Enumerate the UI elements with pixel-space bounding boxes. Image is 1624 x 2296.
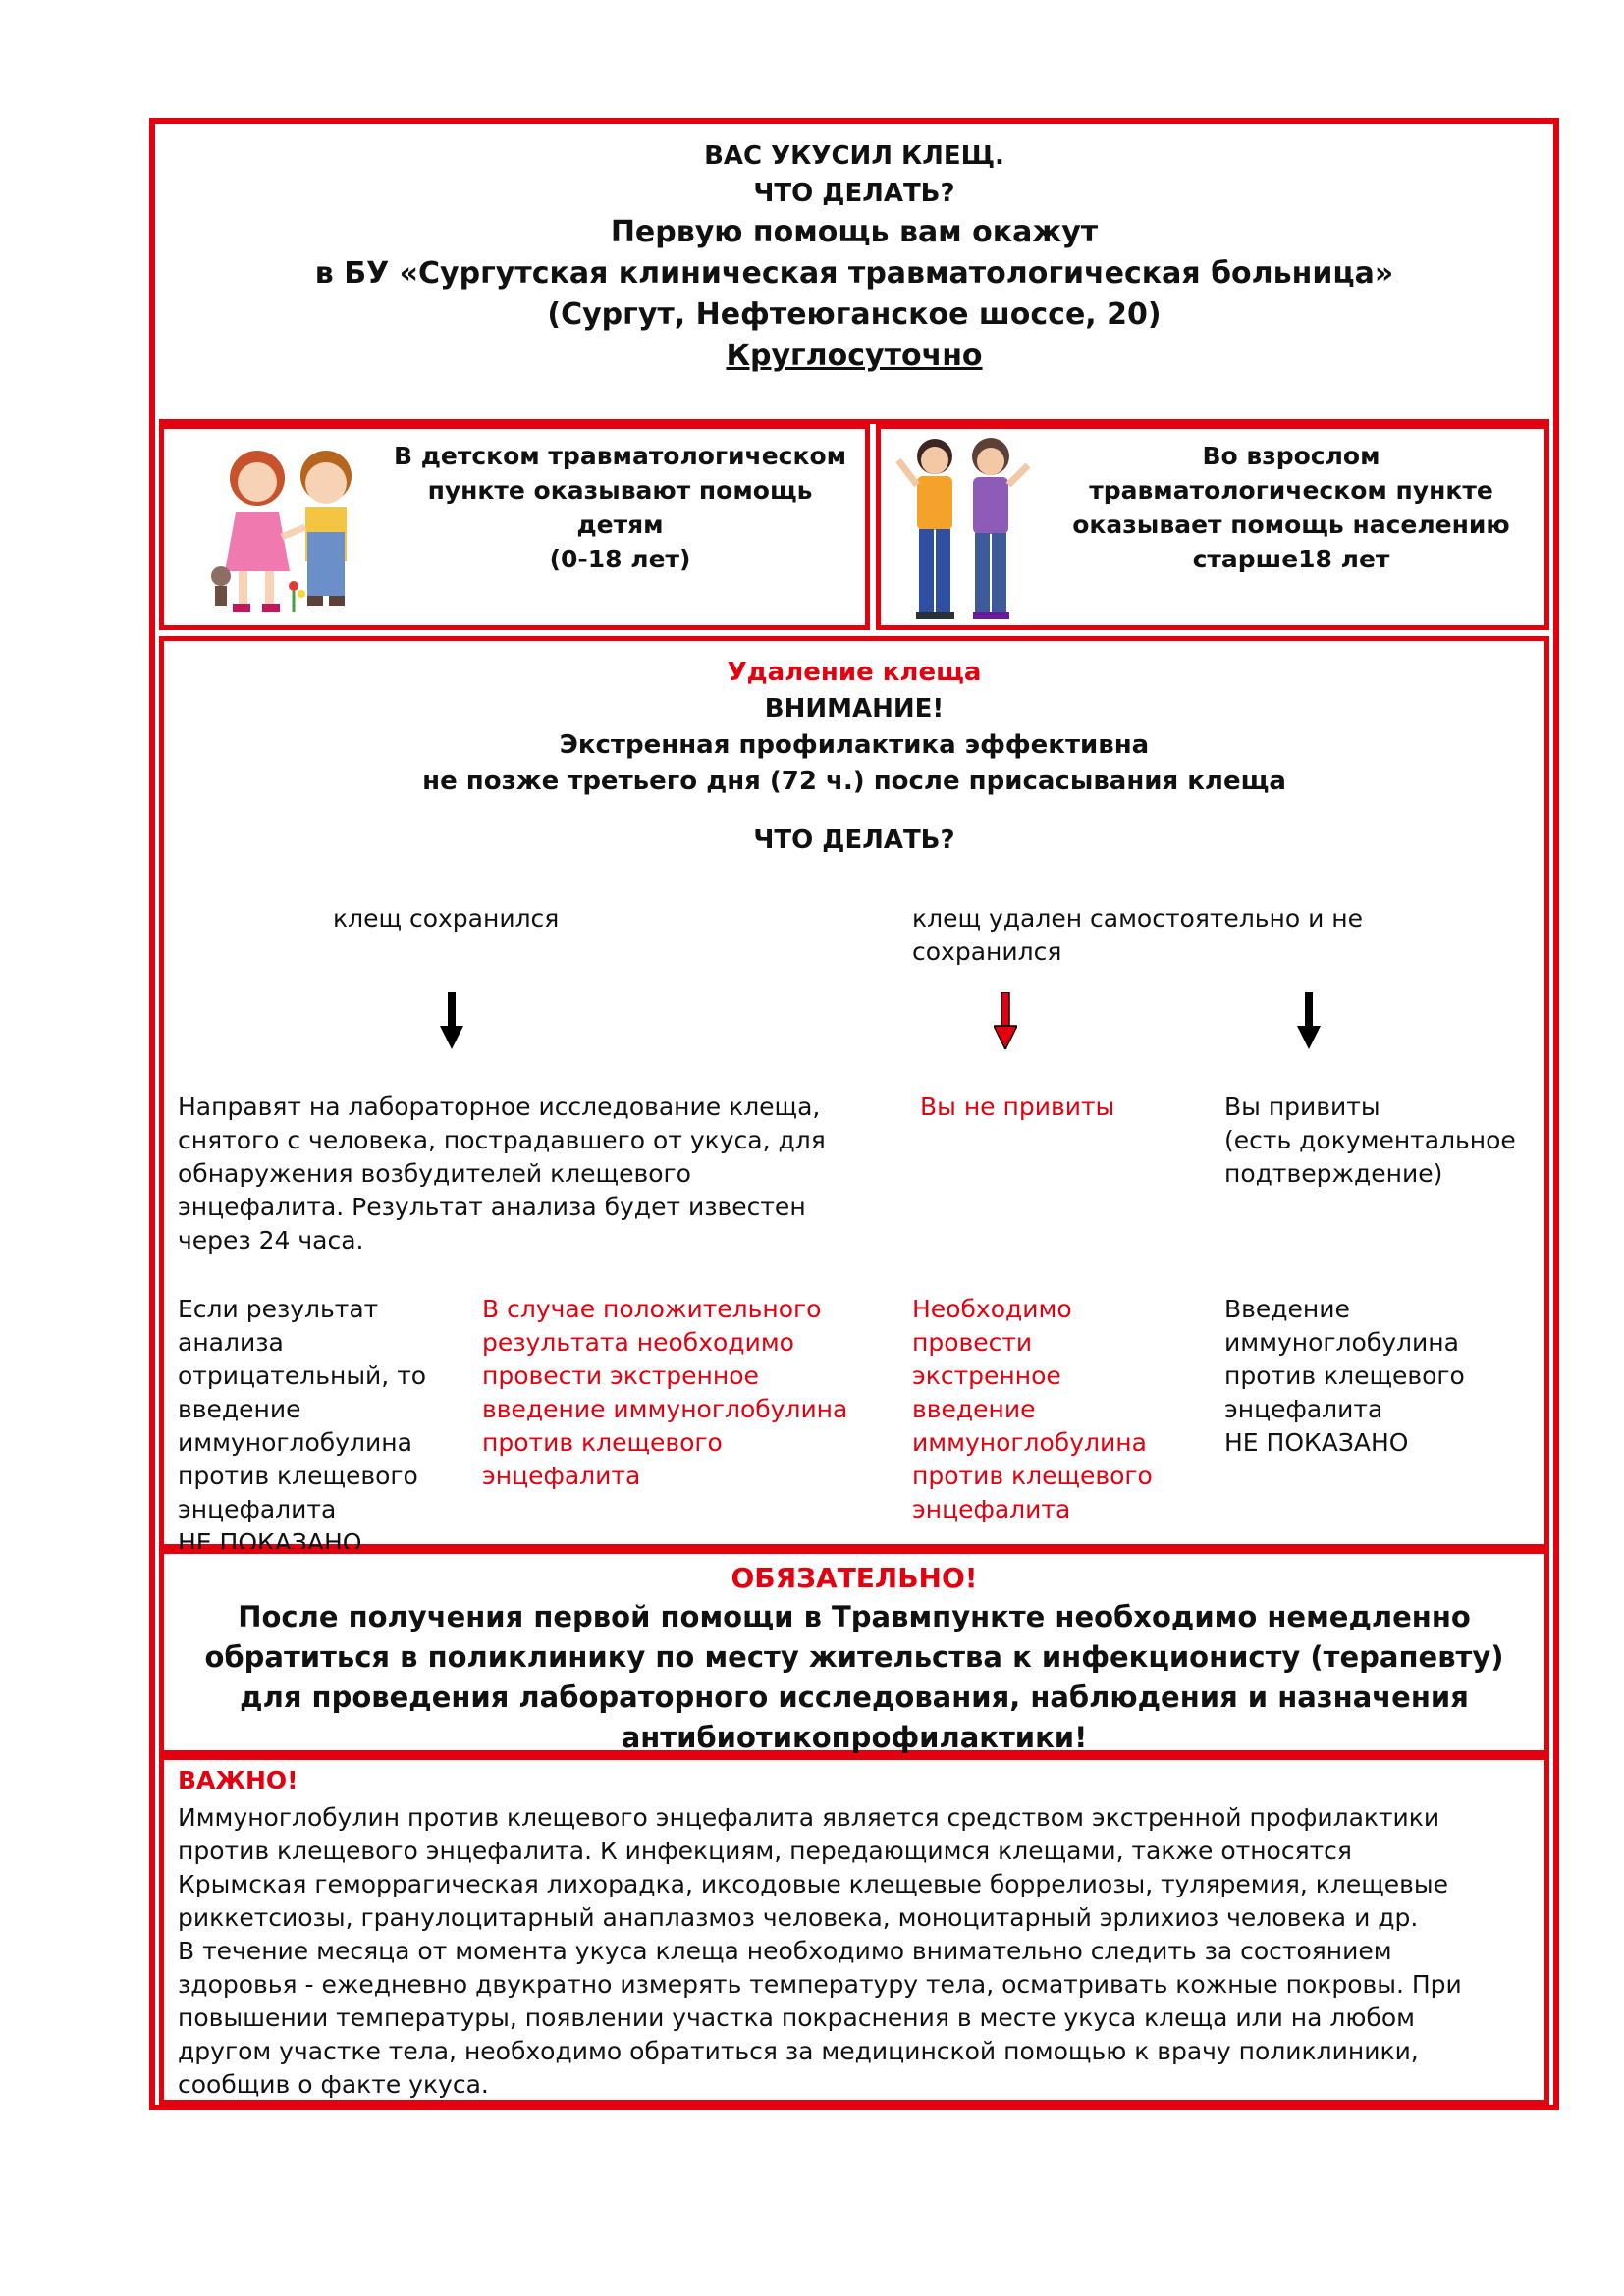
working-hours: Круглосуточно	[726, 339, 983, 373]
need-line: иммуноглобулина	[912, 1428, 1147, 1457]
not-indicated-line: против клещевого	[1224, 1362, 1465, 1390]
vaccinated-line: подтверждение)	[1224, 1159, 1443, 1188]
vaccinated-line: Вы привиты	[1224, 1093, 1380, 1121]
need-line: экстренное	[912, 1362, 1061, 1390]
important-line: сообщив о факте укуса.	[178, 2070, 489, 2099]
mandatory-line: для проведения лабораторного исследования, наблюдения и назначения	[240, 1681, 1469, 1714]
negative-line: НЕ ПОКАЗАНО	[178, 1528, 362, 1557]
prophylaxis-line-2: не позже третьего дня (72 ч.) после присасывания клеща	[422, 767, 1286, 796]
important-heading: ВАЖНО!	[178, 1766, 298, 1794]
vaccinated-line: (есть документальное	[1224, 1126, 1516, 1154]
mandatory-section	[159, 1549, 1549, 1755]
adults-illustration	[891, 431, 1038, 625]
important-line: здоровья - ежедневно двукратно измерять температуру тела, осматривать кожные покровы. При	[178, 1970, 1462, 1999]
arrow-down-icon	[1297, 992, 1321, 1049]
positive-line: против клещевого	[482, 1428, 723, 1457]
kids-line-2: пункте оказывают помощь детям	[427, 476, 813, 539]
need-line: против клещевого	[912, 1462, 1153, 1490]
branch-tick-removed	[912, 902, 1363, 969]
adults-point-text	[1048, 439, 1535, 576]
leaflet-frame	[149, 118, 1559, 2110]
adults-line-1: Во взрослом	[1202, 442, 1380, 470]
header-title: ВАС УКУСИЛ КЛЕЩ.	[704, 141, 1004, 171]
important-line: Крымская геморрагическая лихорадка, иксодовые клещевые боррелиозы, туляремия, клещевые	[178, 1870, 1449, 1898]
attention-label: ВНИМАНИЕ!	[764, 694, 945, 723]
adults-line-4: старше18 лет	[1192, 545, 1390, 573]
positive-line: энцефалита	[482, 1462, 641, 1490]
important-line: повышении температуры, появлении участка покраснения в месте укуса клеща или на любом	[178, 2003, 1415, 2032]
kids-point-section	[159, 424, 870, 630]
branch-tick-kept: клещ сохранился	[333, 904, 560, 933]
branch-tick-removed-line-2: сохранился	[912, 937, 1062, 966]
header-section	[159, 128, 1549, 424]
negative-line: Если результат	[178, 1295, 379, 1323]
branch-tick-removed-line-1: клещ удален самостоятельно и не	[912, 904, 1364, 933]
removal-heading: Удаление клеща	[727, 658, 982, 687]
vaccinated-text	[1224, 1091, 1516, 1191]
not-indicated-line: НЕ ПОКАЗАНО	[1224, 1428, 1409, 1457]
adults-point-section	[876, 424, 1549, 630]
mandatory-heading: ОБЯЗАТЕЛЬНО!	[731, 1562, 978, 1594]
negative-line: иммуноглобулина	[178, 1428, 412, 1457]
negative-line: отрицательный, то	[178, 1362, 427, 1390]
not-indicated-line: Введение	[1224, 1295, 1350, 1323]
important-line: другом участке тела, необходимо обратиться за медицинской помощью к врачу поликлиники,	[178, 2037, 1419, 2065]
mandatory-text	[164, 1597, 1544, 1758]
prophylaxis-line-1: Экстренная профилактика эффективна	[559, 730, 1150, 760]
need-line: энцефалита	[912, 1495, 1071, 1523]
positive-result-text	[482, 1293, 847, 1493]
negative-line: введение	[178, 1395, 301, 1423]
important-line: риккетсиозы, гранулоцитарный анаплазмоз человека, моноцитарный эрлихиоз человека и др.	[178, 1903, 1419, 1932]
hospital-name: в БУ «Сургутская клиническая травматологическая больница»	[314, 256, 1394, 291]
header-help-line: Первую помощь вам окажут	[610, 215, 1099, 249]
negative-line: против клещевого	[178, 1462, 418, 1490]
need-line: Необходимо	[912, 1295, 1072, 1323]
need-line: введение	[912, 1395, 1036, 1423]
positive-line: введение иммуноглобулина	[482, 1395, 848, 1423]
what-to-do-heading: ЧТО ДЕЛАТЬ?	[753, 826, 955, 855]
children-illustration	[203, 439, 380, 620]
lab-analysis-text	[178, 1091, 894, 1257]
negative-line: анализа	[178, 1328, 284, 1357]
hospital-address: (Сургут, Нефтеюганское шоссе, 20)	[547, 297, 1162, 332]
not-indicated-text	[1224, 1293, 1465, 1460]
adults-line-3: оказывает помощь населению	[1072, 510, 1510, 539]
lab-line: обнаружения возбудителей клещевого	[178, 1159, 691, 1188]
arrow-down-icon	[440, 992, 463, 1049]
important-paragraph-2	[178, 1935, 1535, 2102]
mandatory-line: После получения первой помощи в Травмпункте необходимо немедленно	[238, 1600, 1471, 1633]
lab-line: энцефалита. Результат анализа будет известен	[178, 1193, 806, 1221]
adults-line-2: травматологическом пункте	[1089, 476, 1493, 505]
lab-line: через 24 часа.	[178, 1226, 364, 1255]
lab-line: снятого с человека, пострадавшего от укуса, для	[178, 1126, 826, 1154]
positive-line: результата необходимо	[482, 1328, 794, 1357]
important-line: В течение месяца от момента укуса клеща необходимо внимательно следить за состоянием	[178, 1937, 1392, 1965]
removal-title-block	[164, 655, 1544, 800]
negative-result-text	[178, 1293, 426, 1560]
mandatory-line: обратиться в поликлинику по месту жительства к инфекционисту (терапевту)	[204, 1640, 1504, 1674]
not-vaccinated-label: Вы не привиты	[920, 1093, 1115, 1121]
important-section	[159, 1755, 1549, 2105]
important-paragraph-1	[178, 1801, 1535, 1935]
mandatory-line: антибиотикопрофилактики!	[621, 1721, 1088, 1754]
lab-line: Направят на лабораторное исследование клеща,	[178, 1093, 821, 1121]
arrow-down-red-icon	[994, 992, 1017, 1049]
important-line: Иммуноглобулин против клещевого энцефалита является средством экстренной профилактики	[178, 1803, 1440, 1832]
header-question: ЧТО ДЕЛАТЬ?	[753, 179, 955, 208]
kids-line-1: В детском травматологическом	[393, 442, 847, 470]
kids-point-text	[385, 439, 855, 576]
not-indicated-line: энцефалита	[1224, 1395, 1383, 1423]
not-indicated-line: иммуноглобулина	[1224, 1328, 1459, 1357]
negative-line: энцефалита	[178, 1495, 337, 1523]
kids-line-3: (0-18 лет)	[549, 545, 691, 573]
need-line: провести	[912, 1328, 1033, 1357]
tick-removal-section	[159, 636, 1549, 1557]
positive-line: В случае положительного	[482, 1295, 822, 1323]
important-line: против клещевого энцефалита. К инфекциям, передающимся клещами, также относятся	[178, 1837, 1352, 1865]
emergency-needed-text	[912, 1293, 1153, 1526]
positive-line: провести экстренное	[482, 1362, 759, 1390]
